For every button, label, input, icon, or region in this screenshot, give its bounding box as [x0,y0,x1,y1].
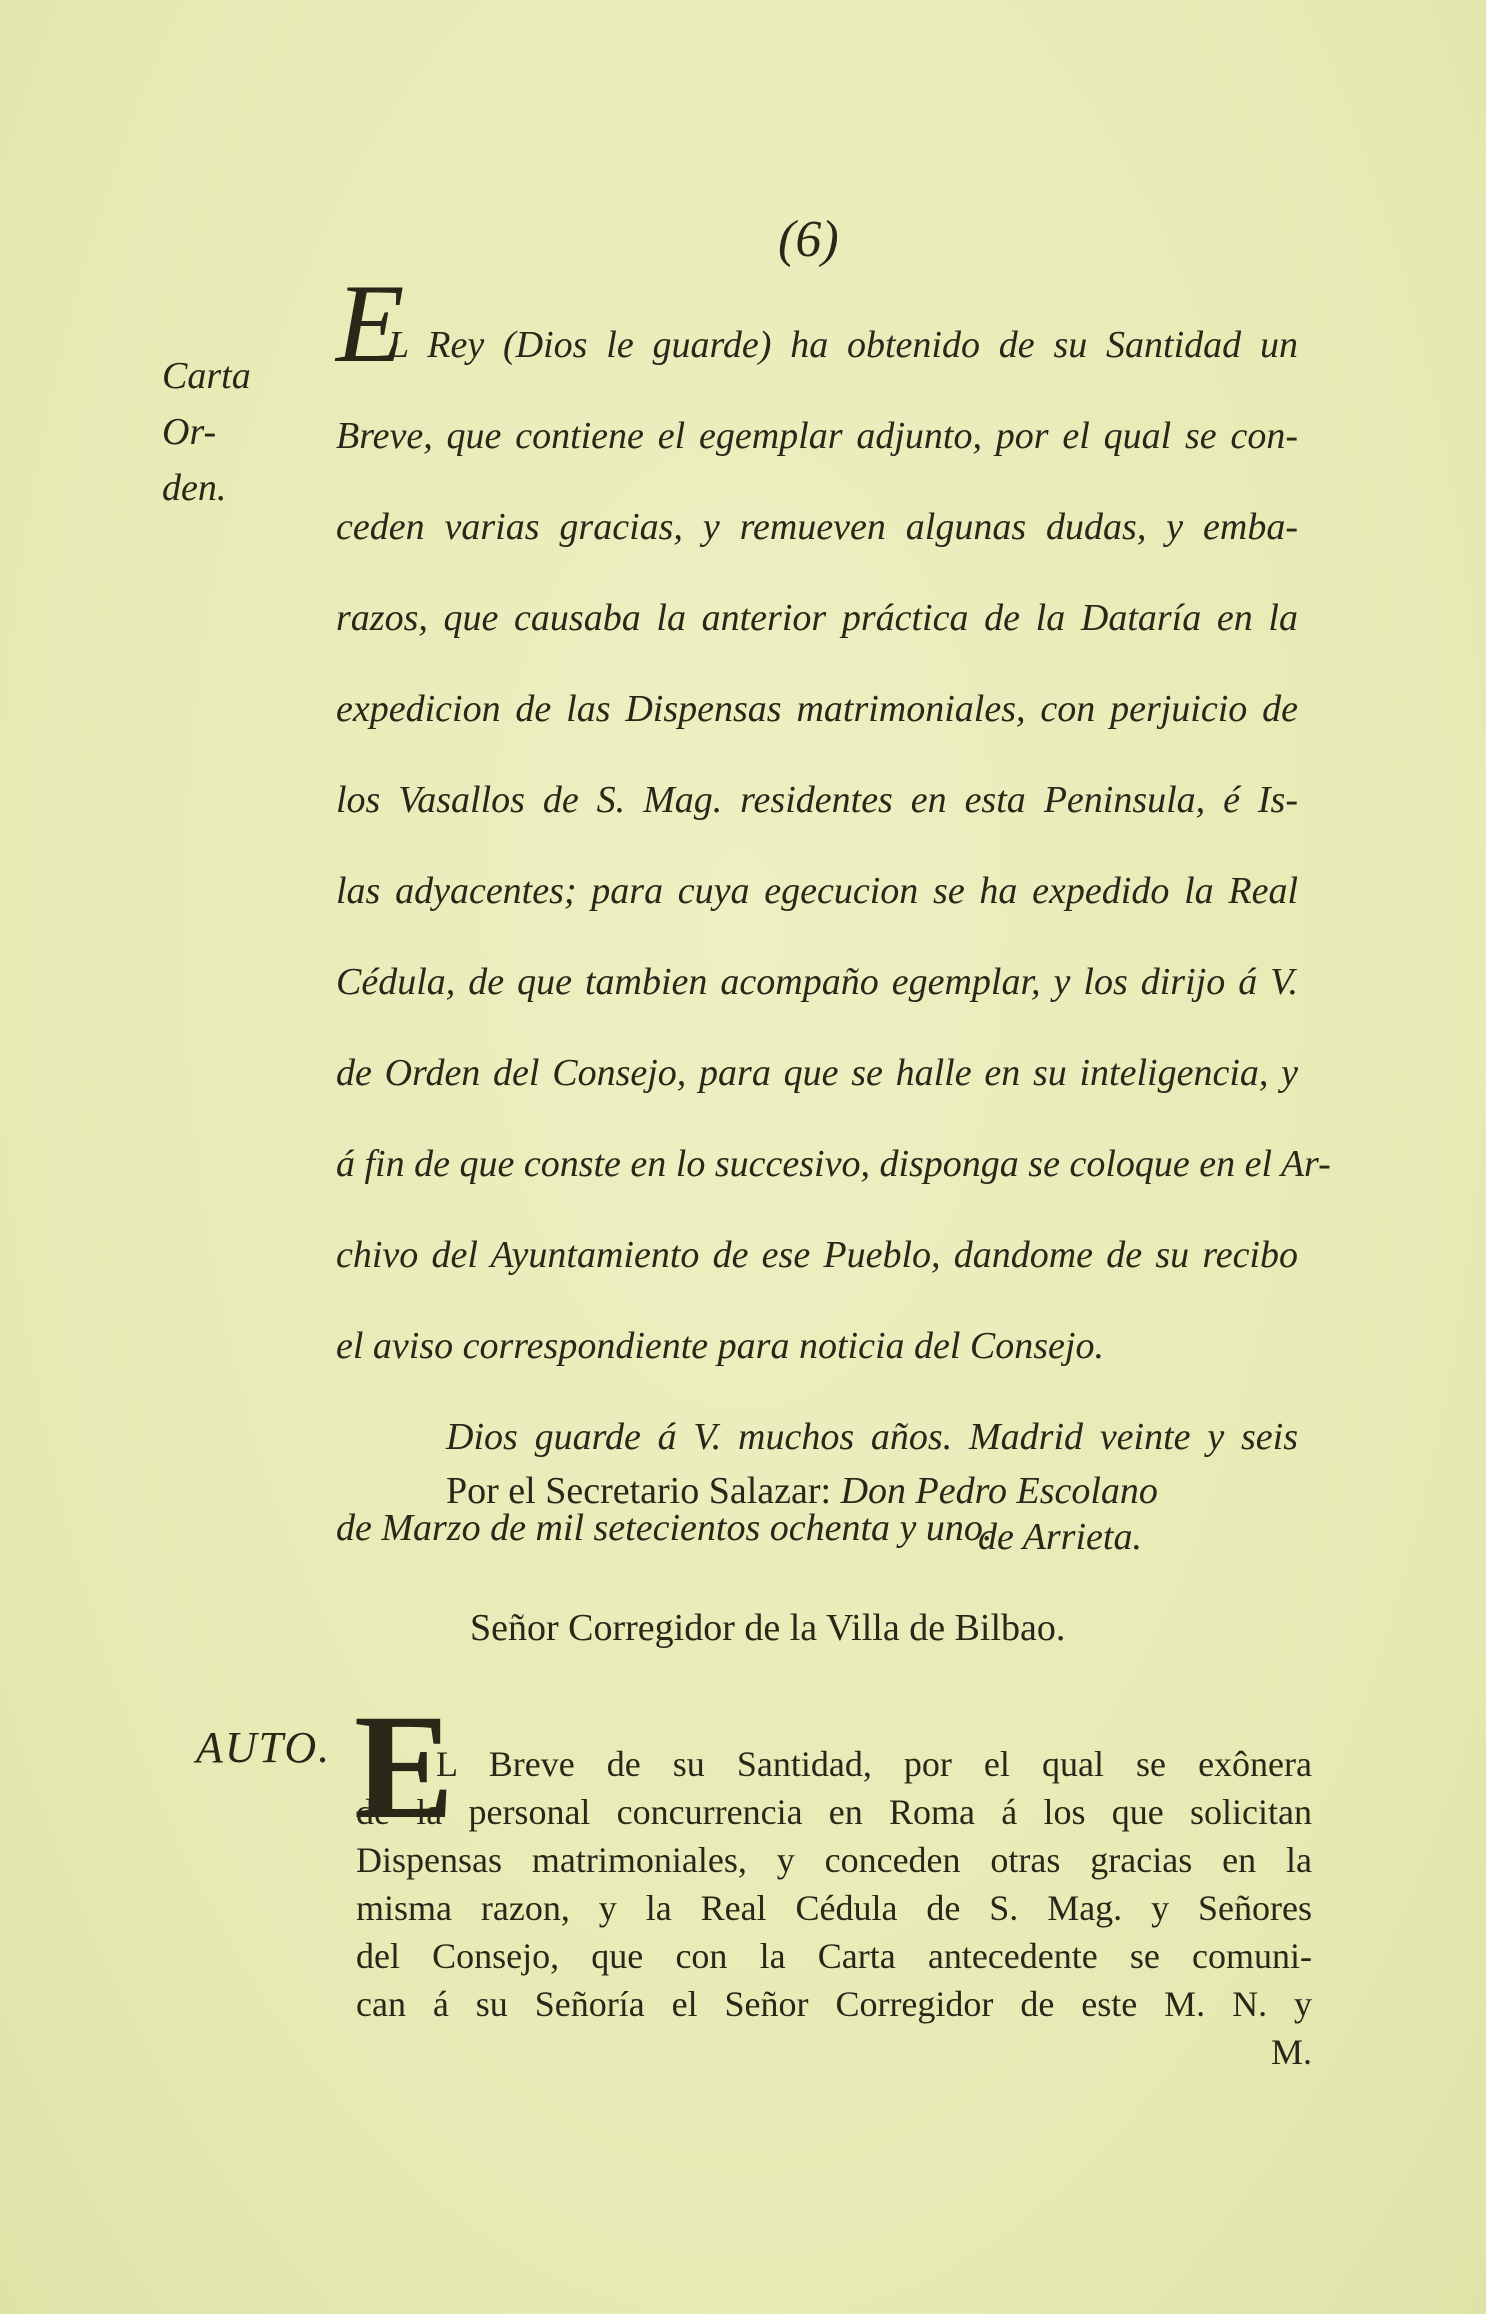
auto-line: can á su Señoría el Señor Corregidor de este M. N. y [356,1984,1312,2024]
letter-closing: de Marzo de mil setecientos ochenta y uno. [336,1507,993,1549]
auto-line: L Breve de su Santidad, por el qual se exônera [436,1744,1312,1784]
letter-line: ceden varias gracias, y remueven algunas dudas, y emba- [336,506,1298,548]
auto-line: misma razon, y la Real Cédula de S. Mag. y Señores [356,1888,1312,1928]
letter-line: expedicion de las Dispensas matrimoniales, con perjuicio de [336,688,1298,730]
letter-line: de Orden del Consejo, para que se halle en su inteligencia, y [336,1052,1298,1094]
letter-line: L Rey (Dios le guarde) ha obtenido de su Santidad un [388,324,1298,366]
signature-name-continued: de Arrieta. [978,1516,1142,1558]
letter-line: á fin de que conste en lo succesivo, disponga se coloque en el Ar- [336,1143,1331,1185]
auto-body [356,1740,1312,2076]
margin-note-auto: AUTO. [196,1723,332,1772]
letter-body [336,300,1331,1574]
auto-line: del Consejo, que con la Carta antecedente se comuni- [356,1936,1312,1976]
addressee: Señor Corregidor de la Villa de Bilbao. [470,1607,1066,1649]
letter-line: chivo del Ayuntamiento de ese Pueblo, dandome de su recibo [336,1234,1298,1276]
signature-prefix: Por el Secretario Salazar: [446,1470,832,1512]
letter-closing: Dios guarde á V. muchos años. Madrid veinte y seis [446,1416,1298,1458]
signature-name: Don Pedro Escolano [840,1470,1158,1512]
letter-line: razos, que causaba la anterior práctica de la Dataría en la [336,597,1298,639]
page-number: (6) [778,211,839,268]
auto-line: M. [1270,2032,1312,2072]
letter-line: las adyacentes; para cuya egecucion se ha expedido la Real [336,870,1298,912]
auto-line: de la personal concurrencia en Roma á los que solicitan [356,1792,1312,1832]
margin-note-line: den. [162,467,227,509]
letter-line: el aviso correspondiente para noticia del Consejo. [336,1325,1104,1367]
signature-line [446,1466,1158,1516]
auto-line: Dispensas matrimoniales, y conceden otras gracias en la [356,1840,1312,1880]
auto-dropcap: E [354,1684,455,1850]
margin-note-carta-orden [162,348,312,516]
letter-line: los Vasallos de S. Mag. residentes en esta Peninsula, é Is- [336,779,1298,821]
letter-dropcap: E [336,262,405,386]
letter-line: Breve, que contiene el egemplar adjunto, por el qual se con- [336,415,1298,457]
margin-note-line: Carta Or- [162,355,251,453]
letter-line: Cédula, de que tambien acompaño egemplar, y los dirijo á V. [336,961,1298,1003]
